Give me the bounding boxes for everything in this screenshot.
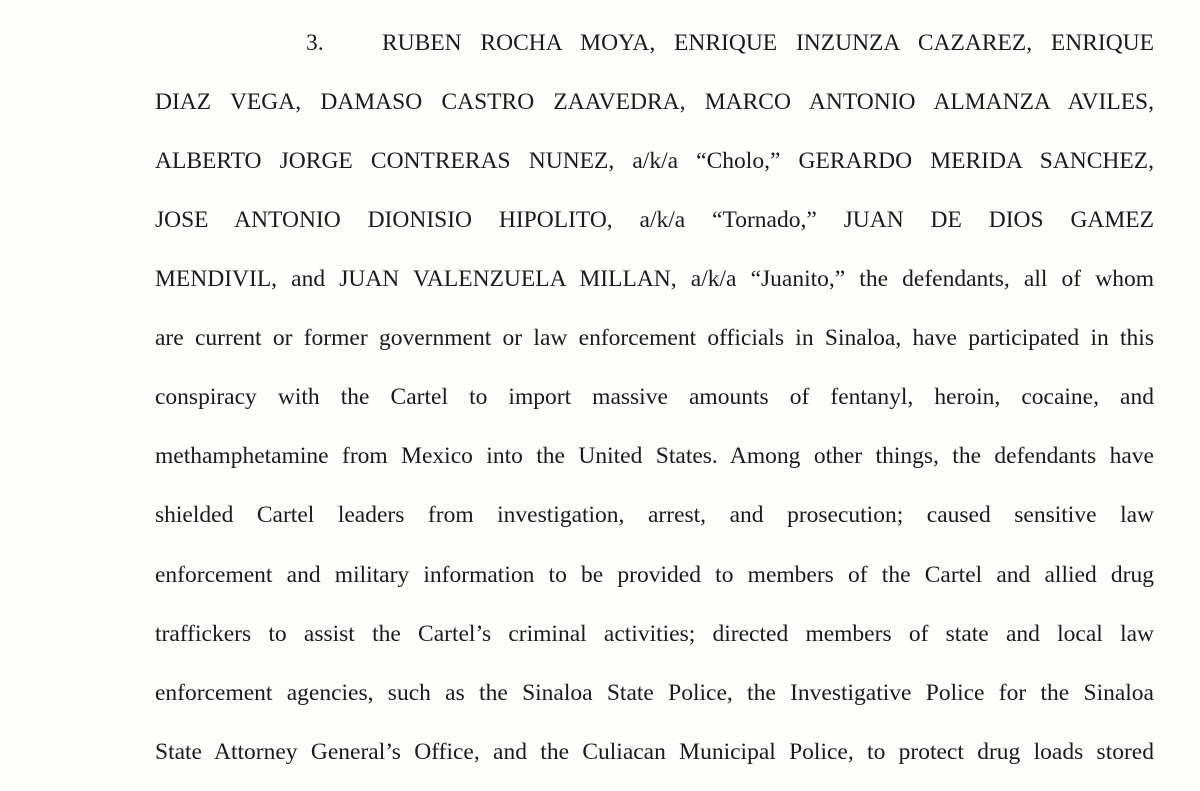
text-line-3: ALBERTO JORGE CONTRERAS NUNEZ, a/k/a “Cholo,” GERARDO MERIDA SANCHEZ, [155, 148, 1154, 174]
text-line-13: State Attorney General’s Office, and the Culiacan Municipal Police, to protect drug loads stored [155, 739, 1154, 765]
text-line-6: are current or former government or law enforcement officials in Sinaloa, have participated in this [155, 325, 1154, 351]
text-line-10: enforcement and military information to be provided to members of the Cartel and allied drug [155, 562, 1154, 588]
paragraph-number: 3. [306, 30, 324, 56]
text-line-1: RUBEN ROCHA MOYA, ENRIQUE INZUNZA CAZAREZ, ENRIQUE [382, 30, 1154, 56]
text-line-9: shielded Cartel leaders from investigation, arrest, and prosecution; caused sensitive law [155, 502, 1154, 528]
text-line-5: MENDIVIL, and JUAN VALENZUELA MILLAN, a/k/a “Juanito,” the defendants, all of whom [155, 266, 1154, 292]
text-line-8: methamphetamine from Mexico into the United States. Among other things, the defendants have [155, 443, 1154, 469]
text-line-2: DIAZ VEGA, DAMASO CASTRO ZAAVEDRA, MARCO ANTONIO ALMANZA AVILES, [155, 89, 1154, 115]
text-line-12: enforcement agencies, such as the Sinaloa State Police, the Investigative Police for the Sinaloa [155, 680, 1154, 706]
text-line-11: traffickers to assist the Cartel’s criminal activities; directed members of state and local law [155, 621, 1154, 647]
text-line-7: conspiracy with the Cartel to import massive amounts of fentanyl, heroin, cocaine, and [155, 384, 1154, 410]
text-line-4: JOSE ANTONIO DIONISIO HIPOLITO, a/k/a “Tornado,” JUAN DE DIOS GAMEZ [155, 207, 1154, 233]
